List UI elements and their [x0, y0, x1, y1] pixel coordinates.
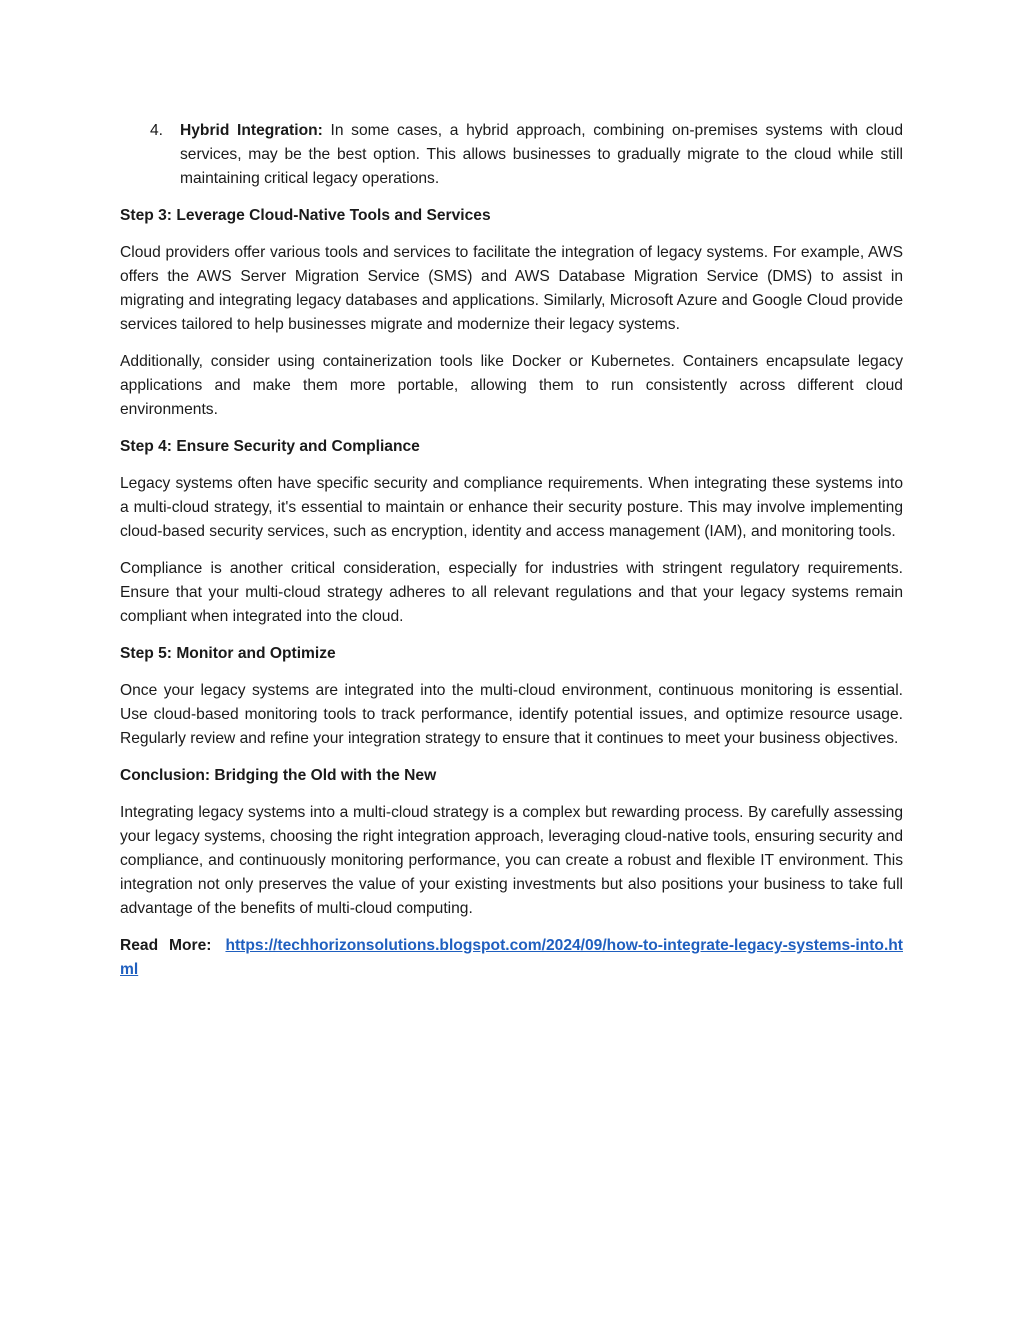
step4-paragraph-2: Compliance is another critical consideration, especially for industries with stringent regulatory requirements. Ensure that your multi-cloud strategy adheres to all relevant regulations and that your legacy systems remain compliant when integrated into the cloud. [120, 560, 903, 625]
step3-paragraph-1: Cloud providers offer various tools and services to facilitate the integration of legacy systems. For example, AWS offers the AWS Server Migration Service (SMS) and AWS Database Migration Service (DMS) to assist in migrating and integrating legacy databases and applications. Similarly, Microsoft Azure and Google Cloud provide services tailored to help businesses migrate and modernize their legacy systems. [120, 244, 903, 333]
step3-heading: Step 3: Leverage Cloud-Native Tools and Services [120, 207, 491, 224]
step4-paragraph-1: Legacy systems often have specific security and compliance requirements. When integrating these systems into a multi-cloud strategy, it's essential to maintain or enhance their security posture. This may involve implementing cloud-based security services, such as encryption, identity and access management (IAM), and monitoring tools. [120, 475, 903, 540]
read-more-label: Read More: [120, 937, 212, 954]
list-item-title: Hybrid Integration: [180, 122, 323, 139]
document-page [120, 119, 903, 982]
step3-paragraph-2: Additionally, consider using containerization tools like Docker or Kubernetes. Containers encapsulate legacy applications and make them more portable, allowing them to run consistently across different cloud environments. [120, 353, 903, 418]
conclusion-paragraph-1: Integrating legacy systems into a multi-cloud strategy is a complex but rewarding process. By carefully assessing your legacy systems, choosing the right integration approach, leveraging cloud-native tools, ensuring security and compliance, and continuously monitoring performance, you can create a robust and flexible IT environment. This integration not only preserves the value of your existing investments but also positions your business to take full advantage of the benefits of multi-cloud computing. [120, 804, 903, 917]
list-number: 4. [150, 122, 164, 139]
step5-heading: Step 5: Monitor and Optimize [120, 645, 336, 662]
step4-heading: Step 4: Ensure Security and Compliance [120, 438, 420, 455]
list-item-text: In some cases, a hybrid approach, combining on-premises systems with cloud services, may be the best option. This allows businesses to gradually migrate to the cloud while still maintaining critical legacy operations. [180, 122, 903, 187]
step5-paragraph-1: Once your legacy systems are integrated into the multi-cloud environment, continuous monitoring is essential. Use cloud-based monitoring tools to track performance, identify potential issues, and optimize resource usage. Regularly review and refine your integration strategy to ensure that it continues to meet your business objectives. [120, 682, 903, 747]
conclusion-heading: Conclusion: Bridging the Old with the New [120, 767, 437, 784]
read-more-line [120, 934, 903, 982]
read-more-link[interactable]: https://techhorizonsolutions.blogspot.com/2024/09/how-to-integrate-legacy-systems-into.html [120, 937, 903, 978]
list-item-body [180, 119, 903, 191]
list-item-hybrid-integration [120, 119, 903, 191]
